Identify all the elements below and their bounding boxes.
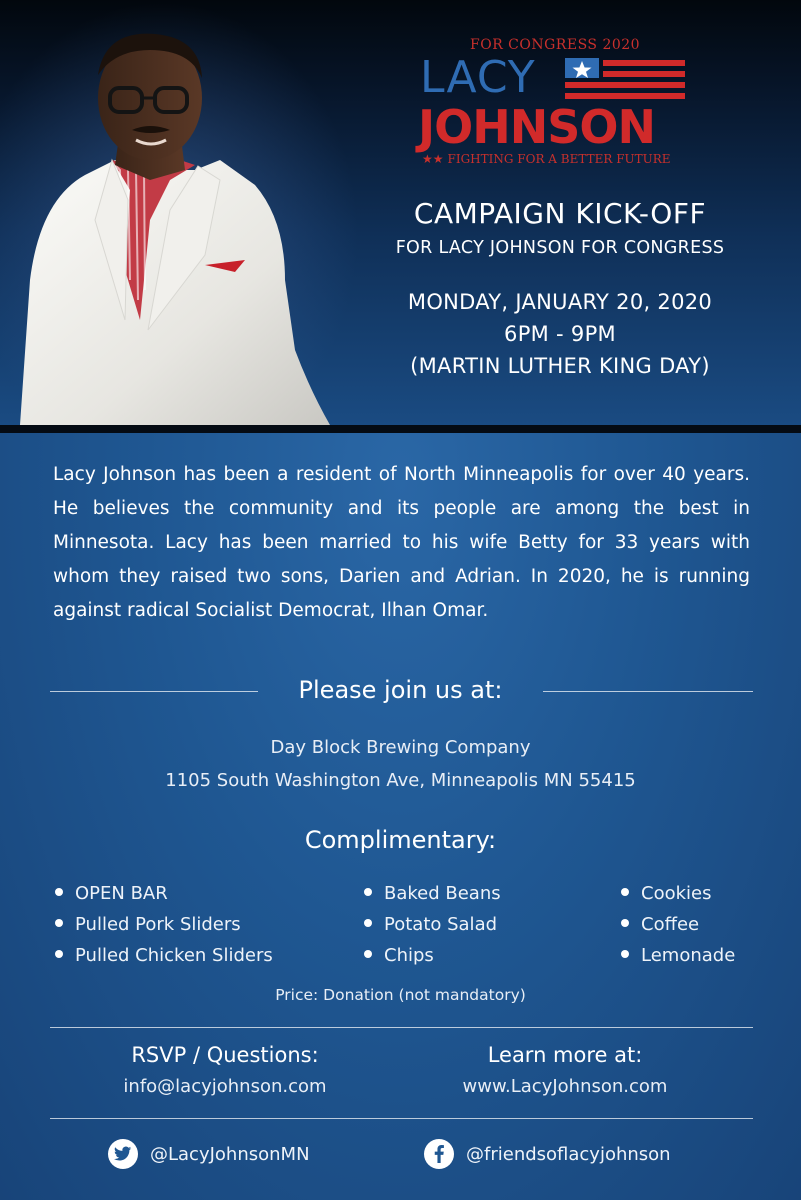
- price-note: Price: Donation (not mandatory): [275, 986, 526, 1004]
- logo-for-congress: FOR CONGRESS 2020: [470, 37, 641, 53]
- list-item: Potato Salad: [364, 909, 501, 940]
- divider: [50, 1118, 753, 1119]
- menu-column-1: [55, 878, 273, 971]
- bullet-icon: [621, 950, 629, 958]
- list-item: Chips: [364, 940, 501, 971]
- learn-more-heading: Learn more at:: [487, 1043, 643, 1067]
- candidate-photo: [20, 20, 350, 425]
- logo-tagline: ★★ FIGHTING FOR A BETTER FUTURE: [422, 152, 671, 166]
- complimentary-heading: Complimentary:: [304, 826, 497, 854]
- event-time: 6PM - 9PM: [504, 322, 616, 346]
- divider: [50, 691, 258, 692]
- venue-name: Day Block Brewing Company: [270, 737, 531, 758]
- logo-first-name: LACY: [420, 52, 536, 103]
- twitter-icon: [108, 1139, 138, 1169]
- candidate-bio: Lacy Johnson has been a resident of North Minneapolis for over 40 years. He believes the community and its people are among the best in Minnesota. Lacy has been married to his wife Betty for 33 years with whom they raised two sons, Darien and Adrian. In 2020, he is running against radical Socialist Democrat, Ilhan Omar.: [53, 464, 750, 621]
- list-item: Pulled Pork Sliders: [55, 909, 273, 940]
- flag-icon: [565, 58, 685, 102]
- bullet-icon: [55, 888, 63, 896]
- header-divider: [0, 425, 801, 433]
- website-link[interactable]: www.LacyJohnson.com: [462, 1076, 668, 1097]
- bullet-icon: [55, 950, 63, 958]
- rsvp-heading: RSVP / Questions:: [131, 1043, 319, 1067]
- list-item: OPEN BAR: [55, 878, 273, 909]
- twitter-label: @LacyJohnsonMN: [150, 1143, 310, 1165]
- list-item: Baked Beans: [364, 878, 501, 909]
- bullet-icon: [364, 950, 372, 958]
- venue-block: [50, 731, 751, 797]
- divider: [50, 1027, 753, 1028]
- bullet-icon: [621, 919, 629, 927]
- menu-column-3: [621, 878, 735, 971]
- facebook-icon: [424, 1139, 454, 1169]
- twitter-handle[interactable]: [108, 1139, 310, 1169]
- bullet-icon: [621, 888, 629, 896]
- facebook-handle[interactable]: [424, 1139, 671, 1169]
- join-heading: Please join us at:: [298, 676, 503, 704]
- facebook-label: @friendsoflacyjohnson: [466, 1143, 671, 1165]
- list-item: Coffee: [621, 909, 735, 940]
- event-date: MONDAY, JANUARY 20, 2020: [407, 290, 713, 314]
- list-item: Cookies: [621, 878, 735, 909]
- list-item: Lemonade: [621, 940, 735, 971]
- logo-last-name: JOHNSON: [418, 100, 655, 154]
- event-datetime: [340, 286, 780, 382]
- bullet-icon: [364, 888, 372, 896]
- stars-icon: ★★: [422, 152, 444, 166]
- event-subtitle: FOR LACY JOHNSON FOR CONGRESS: [395, 238, 725, 258]
- divider: [543, 691, 753, 692]
- event-title: CAMPAIGN KICK-OFF: [413, 197, 707, 230]
- event-holiday: (MARTIN LUTHER KING DAY): [410, 354, 710, 378]
- rsvp-email-link[interactable]: info@lacyjohnson.com: [123, 1076, 327, 1097]
- venue-address: 1105 South Washington Ave, Minneapolis MN 55415: [165, 770, 636, 791]
- bullet-icon: [364, 919, 372, 927]
- list-item: Pulled Chicken Sliders: [55, 940, 273, 971]
- menu-column-2: [364, 878, 501, 971]
- bullet-icon: [55, 919, 63, 927]
